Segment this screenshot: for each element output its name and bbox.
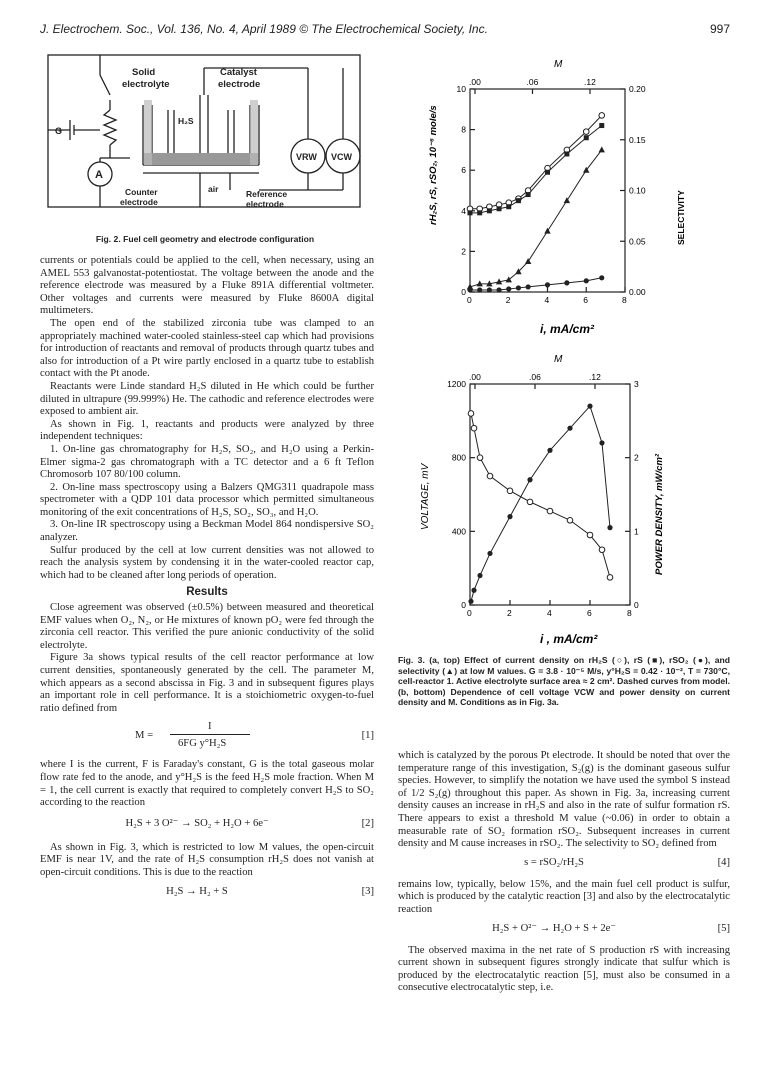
series-line [470,150,602,287]
data-point [477,287,482,292]
m-tick-label: .12 [589,372,601,382]
paragraph: remains low, typically, below 15%, and the main fuel cell product is sulfur, which is produced by the catalytic reaction [3] and also by the electrocatalytic reaction [398,878,730,915]
paragraph: Reactants were Linde standard H₂S diluted in He which could be further diluted in ultrapure (99.999%) He. The cathodic and reference electrodes were exposed to ambient air. [40,380,374,418]
paragraph: currents or potentials could be applied to the cell, when necessary, using an AMEL 553 galvanostat-potentiostat. The voltage between the anode and the reference electrode was measured by a Fluke 891A differential voltmeter. Other voltages and currents were measured by Fluke 8600A digital multimeters. [40,255,374,317]
equation-1 [40,719,374,755]
voltage-point [471,425,477,431]
voltage-point [567,517,573,523]
data-point [477,210,482,215]
x-tick-label: 0 [467,295,472,305]
voltage-point [507,488,513,494]
catalyst-electrode-label: electrode [218,79,261,90]
data-point [599,113,605,119]
counter-label: Counter [125,187,158,197]
y-tick-label: 0 [461,287,466,297]
paragraph: As shown in Fig. 3, which is restricted to low M values, the open-circuit EMF is near 1V, and the rate of H₂S consumption rH₂S does not vanish at open-circuit conditions. This is due to the reaction [40,841,374,878]
power-point [587,404,592,409]
y-tick-label: 800 [451,452,466,463]
y2-tick-label: 0.10 [629,185,646,196]
list-item: 1. On-line gas chromatography for H₂S, SO₂, and H₂O using a Perkin-Elmer sigma-2 gas chromatograph with a TC detector and a 6 ft Teflon Chromosorb 107 80/100 column. [40,443,374,481]
data-point [545,170,550,175]
data-point [487,208,492,213]
fig3b-xlabel: i , mA/cm² [540,632,598,646]
voltage-point [599,547,605,553]
fig3a-xlabel: i, mA/cm² [540,322,595,336]
series-line [470,126,602,213]
data-point [584,278,589,283]
reference-label: Reference [246,189,288,199]
vrw-label: VRW [296,152,317,162]
paragraph: where I is the current, F is Faraday's constant, G is the total gaseous molar flow rate fed to the anode, and y°H₂S is the feed H₂S mole fraction. When M = 1, the cell current is exactly that required to completely convert H₂S to SO₂ according to the reaction [40,759,374,809]
y-tick-label: 1200 [447,379,466,389]
data-point [516,198,521,203]
power-point [567,426,572,431]
data-point [468,210,473,215]
air-label: air [208,184,219,194]
data-point [497,206,502,211]
fig2-caption: Fig. 2. Fuel cell geometry and electrode configuration [95,234,315,244]
fig3b-ylabel: VOLTAGE, mV [420,463,431,530]
data-point [599,123,604,128]
vcw-label: VCW [331,152,352,162]
figure-3a-chart [410,55,740,340]
paragraph: As shown in Fig. 1, reactants and products were analyzed by three independent techniques: [40,418,374,443]
power-point [507,514,512,519]
figure-2 [40,40,370,244]
x-tick-label: 4 [544,295,550,305]
m-tick-label: .06 [526,77,539,87]
data-point [584,135,589,140]
voltage-point [607,575,613,581]
y2-tick-label: 2 [634,452,639,463]
right-column [398,750,730,995]
data-point [506,204,511,209]
x-tick-label: 2 [507,608,512,618]
paragraph: which is catalyzed by the porous Pt electrode. It should be noted that over the temperature range of this investigation, S₂(g) is the dominant gaseous sulfur species. However, to simplify the notation we have used the symbol S instead of 1/2 S₂(g) throughout this paper. As shown in Fig. 3a, increasing current density causes an increase in rH₂S and also in the rate of sulfur formation rS. There appears to exist a threshold M value (~0.06) in order to obtain a measurable rate of SO₂ formation rSO₂. Subsequent increases in current density and M cause increases in rSO₂. The selectivity to SO₂ defined from [398,750,730,850]
data-point [506,276,512,282]
y-tick-label: 10 [456,84,466,94]
y-tick-label: 2 [461,246,466,257]
x-tick-label: 6 [583,295,588,305]
x-tick-label: 8 [622,295,627,305]
data-point [564,280,569,285]
y2-tick-label: 0 [634,600,639,610]
y2-tick-label: 0.15 [629,134,646,145]
journal-citation: J. Electrochem. Soc., Vol. 136, No. 4, April 1989 © The Electrochemical Society, Inc. [40,22,488,36]
results-heading: Results [186,586,228,599]
equation-3: H₂S → H₂ + S [3] [166,885,374,897]
ammeter-label: A [95,169,103,181]
voltage-point [487,473,493,479]
power-point [547,448,552,453]
counter-electrode-label: electrode [120,197,158,207]
power-point [527,477,532,482]
x-tick-label: 8 [627,608,632,618]
fig3b-m-label: M [554,354,563,365]
data-point [506,286,511,291]
voltage-point [477,455,483,461]
m-tick-label: .00 [469,372,481,382]
x-tick-label: 2 [505,295,511,305]
fig3a-ylabel: rH₂S, rS, rSO₂, 10⁻⁸ mole/s [428,105,439,225]
x-tick-label: 0 [467,608,472,618]
fig3a-m-label: M [554,59,563,70]
h2s-label: H₂S [178,116,194,126]
plot-frame [470,89,625,292]
eq1-number: [1] [361,730,374,742]
power-point [487,551,492,556]
y2-tick-label: 0.20 [629,84,646,94]
page-number: 997 [709,22,730,36]
y2-tick-label: 1 [634,526,639,537]
eq1-denominator: 6FG y°H₂S [178,738,227,750]
left-column [40,255,374,908]
data-point [496,287,501,292]
fuel-cell-diagram [40,40,370,225]
y-tick-label: 8 [461,124,466,135]
x-tick-label: 6 [587,608,592,618]
data-point [516,285,521,290]
list-item: 3. On-line IR spectroscopy using a Beckman Model 864 nondispersive SO₂ analyzer. [40,519,374,544]
equation-5: H₂S + O²⁻ → H₂O + S + 2e⁻ [5] [492,922,730,934]
data-point [564,151,569,156]
data-point [545,282,550,287]
data-point [583,129,589,135]
equation-2: H₂S + 3 O²⁻ → SO₂ + H₂O + 6e⁻ [2] [125,817,374,829]
paragraph: Sulfur produced by the cell at low current densities was not allowed to reach the analysis system by condensing it in the water-cooled reactor cap, which had to be cleaned after long periods of operation. [40,544,374,581]
power-point [607,525,612,530]
y-tick-label: 6 [461,165,466,176]
electrolyte-label: electrolyte [122,79,170,90]
reference-electrode-label: electrode [246,199,284,209]
eq1-lhs: M = [135,730,154,742]
running-header [40,22,730,36]
m-tick-label: .00 [469,77,481,87]
paragraph: The open end of the stabilized zirconia tube was clamped to an appropriately machined water-cooled stainless-steel cap which had provisions for introduction of reactants and removal of products through quartz tubes and also for introduction of a Pt wire partly enclosed in a quartz tube to establish contact with the Pt anode. [40,317,374,380]
data-point [599,146,605,152]
data-point [526,192,531,197]
fig3b-yrlabel: POWER DENSITY, mW/cm² [654,453,665,575]
data-point [599,275,604,280]
figure-3b-chart [410,350,740,650]
y-tick-label: 400 [451,526,466,537]
plot-frame [470,384,630,605]
power-point [477,573,482,578]
generator-label: G [55,126,63,136]
voltage-point [547,508,553,514]
data-point [487,287,492,292]
paragraph: Figure 3a shows typical results of the cell reactor performance at low current densities, spontaneously generated by the cell. The parameter M, which appears as a second abscissa in Fig. 3 and in subsequent figures plays an important role in cell performance. It is a stoichiometric oxygen-to-fuel ratio defined from [40,652,374,714]
y-tick-label: 0 [461,600,466,610]
data-point [526,284,531,289]
m-tick-label: .12 [584,77,596,87]
equation-4: s = rSO₂/rH₂S [4] [524,856,730,868]
y2-tick-label: 0.05 [629,236,646,247]
list-item: 2. On-line mass spectroscopy using a Balzers QMG311 quadrapole mass spectrometer with a QDP 101 data processor which permitted simultaneous monitoring of the exit concentrations of H₂S, SO₂, SO₃, and H₂O. [40,481,374,518]
paragraph: Close agreement was observed (±0.5%) between measured and theoretical EMF values when O₂, N₂, or He mixtures of known pO₂ were fed through the zirconia cell reactor. This verified the pure anionic conductivity of the solid electrolyte. [40,602,374,651]
voltage-point [527,499,533,505]
y2-tick-label: 3 [634,379,639,389]
fig3a-yrlabel: SELECTIVITY [676,190,686,245]
catalyst-label: Catalyst [220,67,257,78]
voltage-point [468,411,474,417]
eq1-numerator: I [208,721,212,733]
m-tick-label: .06 [529,372,541,382]
series-line [470,115,602,208]
power-point [599,440,604,445]
y-tick-label: 4 [461,205,466,216]
power-point [471,588,476,593]
solid-label: Solid [132,67,156,78]
voltage-point [587,532,593,538]
y2-tick-label: 0.00 [629,287,646,297]
paragraph: The observed maxima in the net rate of S production rS with increasing current shown in subsequent figures strongly indicate that sulfur which is produced by the electrocatalytic reaction [5], must also be consumed in a consecutive electrocatalytic step, i.e. [398,944,730,994]
power-point [468,599,473,604]
power-line [471,406,610,601]
fig3-caption: Fig. 3. (a, top) Effect of current density on rH₂S (○), rS (■), rSO₂ (●), and selectivity (▲) at low M values. G = 3.8 · 10⁻⁵ M/s, y°H₂S = 0.42 · 10⁻², T = 730°C, cell-reactor 1. Active electrolyte surface area ≈ 2 cm². Dashed curves from model. (b, bottom) Dependence of cell voltage VCW and power density on current density and M. Conditions as in Fig. 3a. [398,655,730,708]
x-tick-label: 4 [547,608,552,618]
